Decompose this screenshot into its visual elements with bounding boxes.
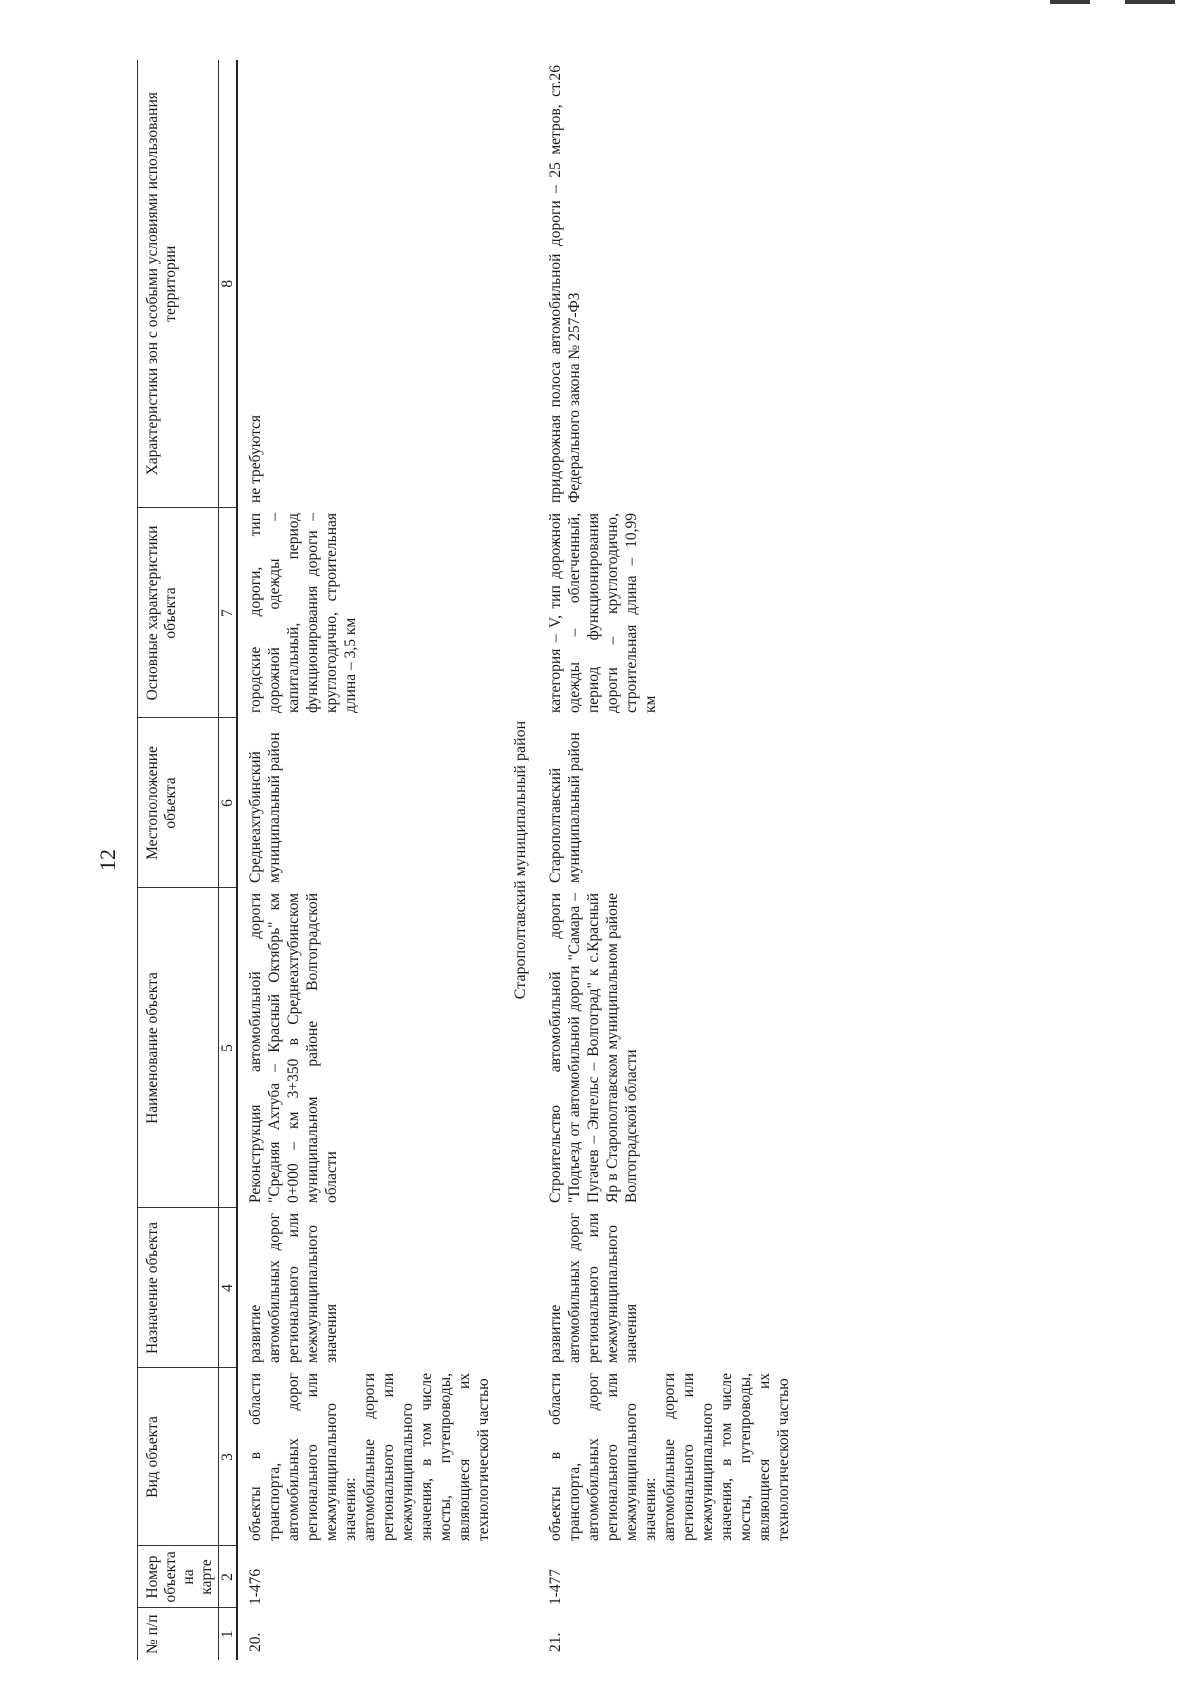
header-cell-zones: Характеристики зон с особыми условиями использования территории bbox=[138, 60, 219, 508]
column-number: 3 bbox=[219, 1368, 238, 1546]
header-cell-number: № п/п bbox=[138, 1608, 219, 1660]
row-name: Строительство автомобильной дороги "Подъезд от автомобильной дороги "Самара – Пугачев – Энгельс – Волгоград" к с.Красный Яр в Старополтавском муниципальном районе Волгоградской области bbox=[547, 893, 640, 1203]
section-row bbox=[495, 60, 544, 1660]
objects-table bbox=[137, 60, 795, 1660]
column-number: 1 bbox=[219, 1608, 238, 1660]
header-cell-location: Местоположение объекта bbox=[138, 718, 219, 888]
section-title: Старополтавский муниципальный район bbox=[512, 720, 529, 1000]
row-zones: не требуются bbox=[247, 414, 264, 503]
table-row bbox=[544, 60, 795, 1660]
row-kind: объекты в области транспорта, автомобильных дорог регионального или межмуниципального значения: автомобильные дороги регионального или межмуниципального значения, в том числе мосты, путепроводы, являющиеся их технологической частью bbox=[547, 1373, 792, 1541]
row-number: 20. bbox=[247, 1632, 264, 1652]
row-map-code: 1-477 bbox=[547, 1568, 564, 1605]
page-number: 12 bbox=[95, 849, 120, 871]
header-cell-map-code: Номер объекта на карте bbox=[138, 1546, 219, 1608]
column-number: 4 bbox=[219, 1208, 238, 1368]
row-location: Старополтавский муниципальный район bbox=[547, 732, 583, 883]
column-number: 2 bbox=[219, 1546, 238, 1608]
scan-edge-mark bbox=[1125, 0, 1175, 4]
column-number: 6 bbox=[219, 718, 238, 888]
column-number: 7 bbox=[219, 508, 238, 718]
row-characteristics: категория – V, тип дорожной одежды – облегченный, период функционирования дороги – круглогодично, строительная длина – 10,99 км bbox=[547, 513, 659, 713]
rotated-page bbox=[95, 60, 1185, 1660]
table-row bbox=[237, 60, 495, 1660]
header-cell-name: Наименование объекта bbox=[138, 888, 219, 1208]
row-number: 21. bbox=[547, 1632, 564, 1652]
column-number: 8 bbox=[219, 60, 238, 508]
row-location: Среднеахтубинский муниципальный район bbox=[247, 732, 283, 883]
header-cell-purpose: Назначение объекта bbox=[138, 1208, 219, 1368]
row-purpose: развитие автомобильных дорог регионального или межмуниципального значения bbox=[247, 1213, 340, 1363]
row-characteristics: городские дороги, тип дорожной одежды – капитальный, период функционирования дороги – круглогодично, строительная длина – 3,5 км bbox=[247, 513, 359, 713]
row-kind: объекты в области транспорта, автомобильных дорог регионального или межмуниципального значения: автомобильные дороги регионального или межмуниципального значения, в том числе мосты, путепроводы, являющиеся их технологической частью bbox=[247, 1373, 492, 1541]
row-purpose: развитие автомобильных дорог регионального или межмуниципального значения bbox=[547, 1213, 640, 1363]
header-cell-characteristics: Основные характеристики объекта bbox=[138, 508, 219, 718]
row-zones: придорожная полоса автомобильной дороги – 25 метров, ст.26 Федерального закона № 257-ФЗ bbox=[547, 65, 583, 503]
scan-edge-mark bbox=[1050, 0, 1090, 4]
column-number: 5 bbox=[219, 888, 238, 1208]
row-name: Реконструкция автомобильной дороги "Средняя Ахтуба – Красный Октябрь" км 0+000 – км 3+350 в Среднеахтубинском муниципальном районе Волгоградской области bbox=[247, 893, 340, 1203]
header-cell-kind: Вид объекта bbox=[138, 1368, 219, 1546]
row-map-code: 1-476 bbox=[247, 1568, 264, 1605]
